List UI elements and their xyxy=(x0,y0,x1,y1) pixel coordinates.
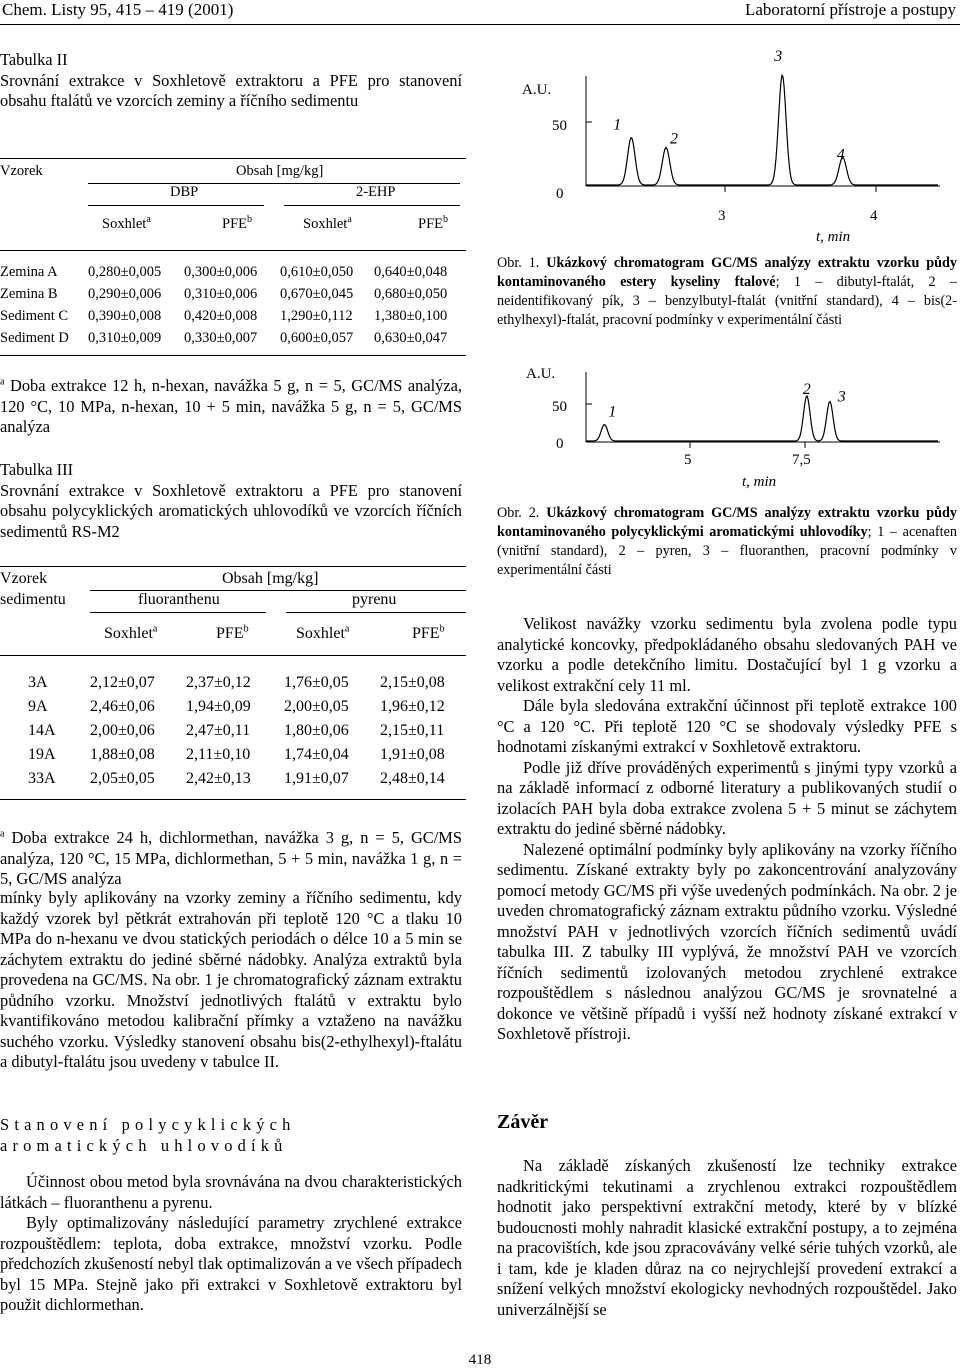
fig2-ytick-0: 0 xyxy=(556,436,564,452)
table2-group-dbp: DBP xyxy=(170,184,199,200)
table3-cell: 2,00±0,06 xyxy=(90,722,155,739)
table3-footnote: $^a$ Doba extrakce 24 h, dichlormethan, navážka 3 g, n = 5, GC/MS analýza, 120 °C, 15 MPa, dichlormethan, 5 + 5 min, navážka 1 g, n = 5, GC/MS analýza xyxy=(0,828,462,888)
table3-block xyxy=(0,460,466,542)
table2-cell: 0,670±0,045 xyxy=(280,285,354,302)
fig2-peak-label: 3 xyxy=(837,388,846,406)
table2-cell: 1,290±0,112 xyxy=(280,307,353,324)
table2-method-2: PFE$^b$ xyxy=(222,214,252,232)
table3-cell: 2,11±0,10 xyxy=(186,746,251,763)
figure2-chart xyxy=(500,354,940,499)
table3-row-label: 14A xyxy=(28,722,56,739)
fig1-peak-label: 2 xyxy=(670,130,679,148)
table2-row-label: Sediment D xyxy=(0,329,69,346)
table3-cell: 2,05±0,05 xyxy=(90,770,155,787)
fig1-peak-label: 1 xyxy=(613,116,622,134)
table3-cell: 2,46±0,06 xyxy=(90,698,155,715)
table3-col-sample1: Vzorek xyxy=(0,570,48,587)
table2-cell: 0,310±0,009 xyxy=(88,329,162,346)
figure1-chart xyxy=(500,36,940,246)
table2-cell: 0,640±0,048 xyxy=(374,263,448,280)
figure2-caption: Obr. 2. Ukázkový chromatogram GC/MS analýzy extraktu vzorku půdy kontaminovaného polycyklickými aromatickými uhlovodíky; 1 – acenaften (vnitřní standard), 2 – pyren, 3 – fluoranthen, pracovní podmínky v experimentální části xyxy=(497,505,957,578)
table3-row xyxy=(0,695,466,719)
fig2-xlabel: t, min xyxy=(742,474,777,490)
table2-footnote: $^a$ Doba extrakce 12 h, n-hexan, navážka 5 g, n = 5, GC/MS analýza, 120 °C, 10 MPa, n-hexan, 10 + 5 min, navážka 5 g, n = 5, GC/MS analýza xyxy=(0,376,462,436)
figure2 xyxy=(500,354,960,499)
table2-row-label: Zemina B xyxy=(0,285,58,302)
right-body: Velikost navážky vzorku sedimentu byla zvolena podle typu analytické koncovky, předpokládaného obsahu sledovaných PAH ve vzorku a podle detekčního limitu. Dostačující byl 1 g vzorku a velikost extrakční cely 11 ml. Dále byla sledována extrakční účinnost při teplotě extrakce 100 °C a 120 °C. Při teplotě 120 °C se shodovaly výsledky PFE s hodnotami získanými extrakcí v Soxhletově extraktoru. Podle již dříve prováděných experimentů s jinými typy vzorků a na základě informací z odborné literatury a publikovaných studií o izolacích PAH byla doba extrakce zvolena 5 + 5 minut se záchytem extraktu do jediné sběrné nádobky. Nalezené optimální podmínky byly aplikovány na vzorky říčního sedimentu. Získané extrakty byly po zakoncentrování analyzovány pomocí metody GC/MS při výše uvedených podmínkách. Na obr. 2 je uveden chromatografický záznam extraktu půdního vzorku. Výsledné množství PAH v jednotlivých vzorcích říčních sedimentů uvádí tabulka III. Z tabulky III vyplývá, že množství PAH ve vzorcích říčních sedimentů izolovaných metodou zrychlené extrakce rozpouštědlem s následnou analýzou GC/MS je srovnatelné a dokonce ve většině případů i vyšší než hodnoty získané extrakcí v Soxhletově přístroji. xyxy=(497,614,957,1043)
table3-cell: 2,48±0,14 xyxy=(380,770,445,787)
left-paragraph-1: mínky byly aplikovány na vzorky zeminy a říčního sedimentu, kdy každý vzorek byl pětkrát extrahován při teplotě 120 °C a tlaku 10 MPa do n-hexanu ve dvou statických periodách o délce 10 a 5 min se záchytem extraktu do jediné sběrné nádobky. Analýza extraktů byla provedena na GC/MS. Na obr. 1 je chromatografický záznam extraktu půdního vzorku. Množství jednotlivých ftalátů v extraktu bylo kvantifikováno metodou kalibrační přímky a vztaženo na navážku suchého vzorku. Výsledky stanovení obsahu bis(2-ethylhexyl)-ftalátu a dibutyl-ftalátu jsou uvedeny v tabulce II. xyxy=(0,888,462,1071)
fig2-ylabel: A.U. xyxy=(526,366,556,382)
table2-block xyxy=(0,50,466,112)
fig2-xtick-75: 7,5 xyxy=(792,452,811,468)
table3-cell: 1,80±0,06 xyxy=(284,722,349,739)
table2-caption: Srovnání extrakce v Soxhletově extraktoru a PFE pro stanovení obsahu ftalátů ve vzorcích zeminy a říčního sedimentu xyxy=(0,70,462,110)
table2-method-1: Soxhlet$^a$ xyxy=(102,214,151,232)
table2-title: Tabulka II xyxy=(0,50,68,69)
table3-method-4: PFE$^b$ xyxy=(412,623,445,642)
table3-cell: 2,37±0,12 xyxy=(186,674,251,691)
table3-cell: 1,96±0,12 xyxy=(380,698,445,715)
fig1-xtick-4: 4 xyxy=(870,208,878,224)
fig1-peak-label: 3 xyxy=(774,48,783,65)
table3-group-pyrene: pyrenu xyxy=(352,591,397,608)
table3-row-label: 33A xyxy=(28,770,56,787)
fig1-trace xyxy=(586,75,938,185)
fig1-ylabel: A.U. xyxy=(522,82,552,98)
section-heading-pah: Stanovení polycyklických aromatických uhlovodíků xyxy=(0,1115,296,1155)
table2-body xyxy=(0,261,466,349)
table2-row xyxy=(0,261,466,283)
table3-cell: 1,74±0,04 xyxy=(284,746,349,763)
table3-row xyxy=(0,719,466,743)
table2-group-2ehp: 2-EHP xyxy=(356,184,396,200)
table2-method-3: Soxhlet$^a$ xyxy=(303,214,352,232)
header-rule xyxy=(0,24,960,25)
table3-caption: Srovnání extrakce v Soxhletově extraktoru a PFE pro stanovení obsahu polycyklických aromatických uhlovodíků ve vzorcích říčních sedimentů RS-M2 xyxy=(0,480,462,541)
fig1-xlabel: t, min xyxy=(816,229,851,245)
fig2-peak-label: 2 xyxy=(802,380,811,398)
figure1 xyxy=(500,36,960,246)
table3-body xyxy=(0,671,466,791)
table2-col-content: Obsah [mg/kg] xyxy=(236,163,324,179)
table2-method-4: PFE$^b$ xyxy=(418,214,448,232)
table3-cell: 2,12±0,07 xyxy=(90,674,155,691)
fig1-ytick-0: 0 xyxy=(556,186,564,202)
table3-cell: 2,15±0,08 xyxy=(380,674,445,691)
fig2-peak-label: 1 xyxy=(608,403,617,421)
table3-cell: 1,88±0,08 xyxy=(90,746,155,763)
table3-col-sample2: sedimentu xyxy=(0,591,66,608)
left-paragraph-2: Účinnost obou metod byla srovnávána na dvou charakteristických látkách – fluoranthenu a pyrenu. Byly optimalizovány následující parametry zrychlené extrakce rozpouštědlem: teplota, doba extrakce, množství vzorku. Podle předchozích zkušeností nebyl tlak optimalizován a ve všech případech byl 15 MPa. Stejně jako při extrakci v Soxhletově extraktoru byl použit dichlormethan. xyxy=(0,1172,462,1314)
figure1-caption: Obr. 1. Ukázkový chromatogram GC/MS analýzy extraktu vzorku půdy kontaminovaného estery kyseliny ftalové; 1 – dibutyl-ftalát, 2 – neidentifikovaný pík, 3 – benzylbutyl-ftalát (vnitřní standard), 4 – bis(2-ethylhexyl)-ftalát, pracovní podmínky v experimentální části xyxy=(497,255,958,328)
table2-cell: 0,630±0,047 xyxy=(374,329,448,346)
table2-cell: 0,610±0,050 xyxy=(280,263,354,280)
table3-cell: 1,91±0,07 xyxy=(284,770,349,787)
table2-cell: 0,600±0,057 xyxy=(280,329,354,346)
table3-row-label: 3A xyxy=(28,674,48,691)
table2-cell: 0,390±0,008 xyxy=(88,307,162,324)
table3-method-1: Soxhlet$^a$ xyxy=(104,623,158,642)
table3-row-label: 19A xyxy=(28,746,56,763)
table3-method-3: Soxhlet$^a$ xyxy=(296,623,350,642)
table2-cell: 0,300±0,006 xyxy=(184,263,258,280)
fig2-trace xyxy=(586,396,938,441)
fig2-xtick-5: 5 xyxy=(684,452,692,468)
fig1-peak-label: 4 xyxy=(836,146,845,164)
table2-cell: 0,290±0,006 xyxy=(88,285,162,302)
table3-row xyxy=(0,743,466,767)
page-number: 418 xyxy=(468,1352,492,1368)
conclusion-heading: Závěr xyxy=(497,1111,549,1133)
table3-cell: 2,00±0,05 xyxy=(284,698,349,715)
fig1-ytick-50: 50 xyxy=(552,118,567,134)
table2-col-sample: Vzorek xyxy=(0,163,43,179)
table2-cell: 0,420±0,008 xyxy=(184,307,258,324)
table3-group-fluoranthene: fluoranthenu xyxy=(138,591,220,608)
table3-method-2: PFE$^b$ xyxy=(216,623,249,642)
fig1-xtick-3: 3 xyxy=(718,208,726,224)
section-title: Laboratorní přístroje a postupy xyxy=(744,0,956,19)
table2-cell: 1,380±0,100 xyxy=(374,307,448,324)
table3-cell: 2,15±0,11 xyxy=(380,722,445,739)
table3-row-label: 9A xyxy=(28,698,48,715)
table3-title: Tabulka III xyxy=(0,460,74,479)
table2-cell: 0,330±0,007 xyxy=(184,329,258,346)
table3-row xyxy=(0,671,466,695)
table3-cell: 2,47±0,11 xyxy=(186,722,251,739)
table3-cell: 1,76±0,05 xyxy=(284,674,349,691)
conclusion-paragraph: Na základě získaných zkušeností lze techniky extrakce nadkritickými tekutinami a zrychlenou extrakci rozpouštědlem hodnotit jako perspektivní extrakční metody, které by v blízké budoucnosti mohly nahradit klasické extrakční postupy, a to zejména na pracovištích, kde jsou zpracovávány velké série tuhých vzorků, ale i tam, kde je kladen důraz na co nejrychlejší provedení extrakcí a snížení velkých množství ekologicky nevhodných rozpouštědel. Jako univerzálnější se xyxy=(497,1156,957,1319)
table3-cell: 2,42±0,13 xyxy=(186,770,251,787)
table2-row xyxy=(0,305,466,327)
journal-citation: Chem. Listy 95, 415 – 419 (2001) xyxy=(2,0,234,19)
table2-cell: 0,310±0,006 xyxy=(184,285,258,302)
table2-row-label: Zemina A xyxy=(0,263,58,280)
table3-cell: 1,94±0,09 xyxy=(186,698,251,715)
table3-cell: 1,91±0,08 xyxy=(380,746,445,763)
table2-cell: 0,680±0,050 xyxy=(374,285,448,302)
table2-row-label: Sediment C xyxy=(0,307,69,324)
fig2-ytick-50: 50 xyxy=(552,399,567,415)
table2-cell: 0,280±0,005 xyxy=(88,263,162,280)
table3 xyxy=(0,566,466,800)
table3-col-content: Obsah [mg/kg] xyxy=(222,570,319,587)
table3-row xyxy=(0,767,466,791)
table2 xyxy=(0,158,466,356)
table2-row xyxy=(0,327,466,349)
table2-row xyxy=(0,283,466,305)
